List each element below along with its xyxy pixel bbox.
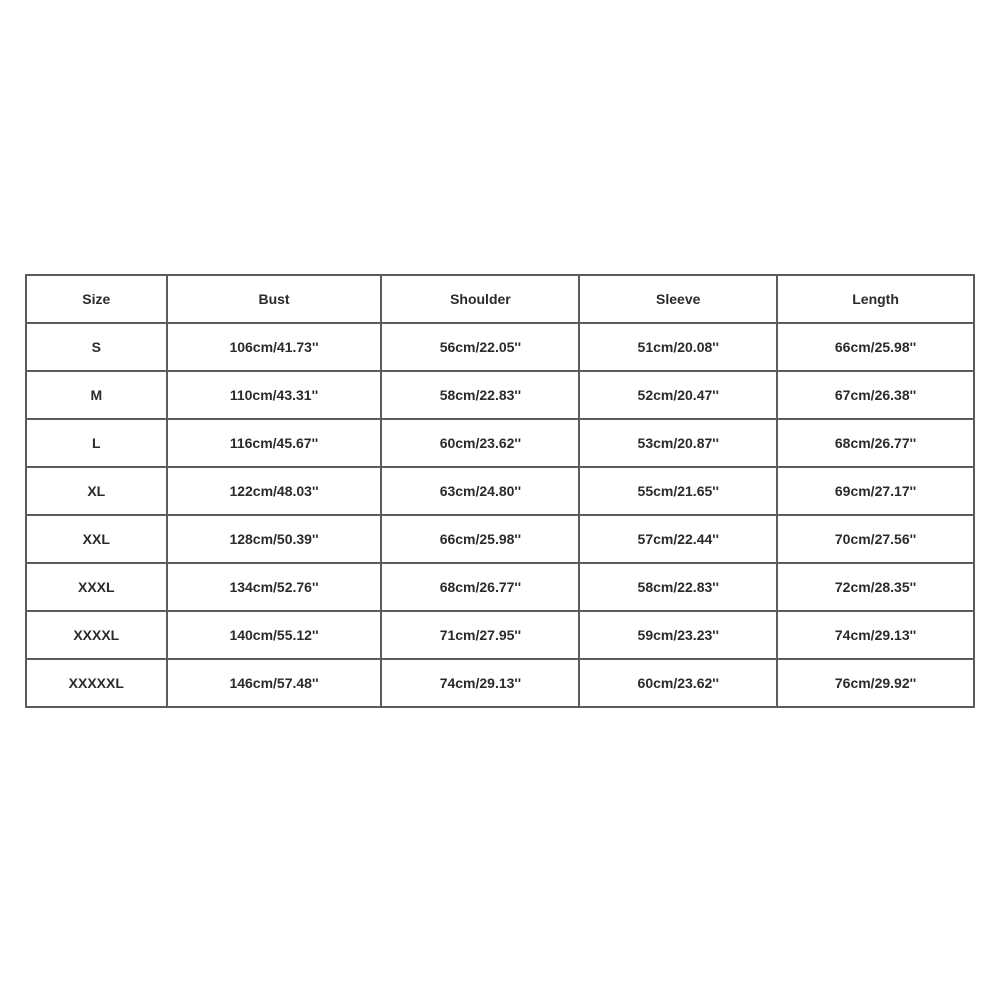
cell-length: 74cm/29.13'': [777, 611, 974, 659]
cell-length: 76cm/29.92'': [777, 659, 974, 707]
cell-shoulder: 63cm/24.80'': [381, 467, 579, 515]
cell-length: 70cm/27.56'': [777, 515, 974, 563]
cell-sleeve: 60cm/23.62'': [579, 659, 777, 707]
cell-shoulder: 66cm/25.98'': [381, 515, 579, 563]
cell-size: XXXL: [26, 563, 167, 611]
table-row: [26, 371, 974, 419]
cell-sleeve: 52cm/20.47'': [579, 371, 777, 419]
size-chart-table: [25, 274, 975, 708]
cell-shoulder: 71cm/27.95'': [381, 611, 579, 659]
cell-sleeve: 55cm/21.65'': [579, 467, 777, 515]
cell-shoulder: 60cm/23.62'': [381, 419, 579, 467]
cell-length: 69cm/27.17'': [777, 467, 974, 515]
cell-bust: 106cm/41.73'': [167, 323, 382, 371]
cell-bust: 122cm/48.03'': [167, 467, 382, 515]
cell-sleeve: 51cm/20.08'': [579, 323, 777, 371]
cell-length: 68cm/26.77'': [777, 419, 974, 467]
cell-shoulder: 68cm/26.77'': [381, 563, 579, 611]
table-row: [26, 659, 974, 707]
cell-shoulder: 56cm/22.05'': [381, 323, 579, 371]
cell-sleeve: 53cm/20.87'': [579, 419, 777, 467]
cell-bust: 110cm/43.31'': [167, 371, 382, 419]
cell-shoulder: 58cm/22.83'': [381, 371, 579, 419]
cell-sleeve: 57cm/22.44'': [579, 515, 777, 563]
cell-length: 66cm/25.98'': [777, 323, 974, 371]
cell-bust: 140cm/55.12'': [167, 611, 382, 659]
cell-length: 72cm/28.35'': [777, 563, 974, 611]
cell-bust: 116cm/45.67'': [167, 419, 382, 467]
header-size: Size: [26, 275, 167, 323]
table-row: [26, 515, 974, 563]
table-header-row: [26, 275, 974, 323]
table-row: [26, 467, 974, 515]
header-bust: Bust: [167, 275, 382, 323]
cell-size: S: [26, 323, 167, 371]
cell-length: 67cm/26.38'': [777, 371, 974, 419]
cell-size: L: [26, 419, 167, 467]
cell-size: XXXXXL: [26, 659, 167, 707]
cell-bust: 134cm/52.76'': [167, 563, 382, 611]
table-row: [26, 419, 974, 467]
table-row: [26, 563, 974, 611]
cell-bust: 146cm/57.48'': [167, 659, 382, 707]
cell-bust: 128cm/50.39'': [167, 515, 382, 563]
cell-size: M: [26, 371, 167, 419]
header-sleeve: Sleeve: [579, 275, 777, 323]
cell-size: XL: [26, 467, 167, 515]
cell-size: XXXXL: [26, 611, 167, 659]
cell-sleeve: 58cm/22.83'': [579, 563, 777, 611]
table-row: [26, 323, 974, 371]
cell-sleeve: 59cm/23.23'': [579, 611, 777, 659]
header-shoulder: Shoulder: [381, 275, 579, 323]
cell-shoulder: 74cm/29.13'': [381, 659, 579, 707]
cell-size: XXL: [26, 515, 167, 563]
header-length: Length: [777, 275, 974, 323]
table-row: [26, 611, 974, 659]
